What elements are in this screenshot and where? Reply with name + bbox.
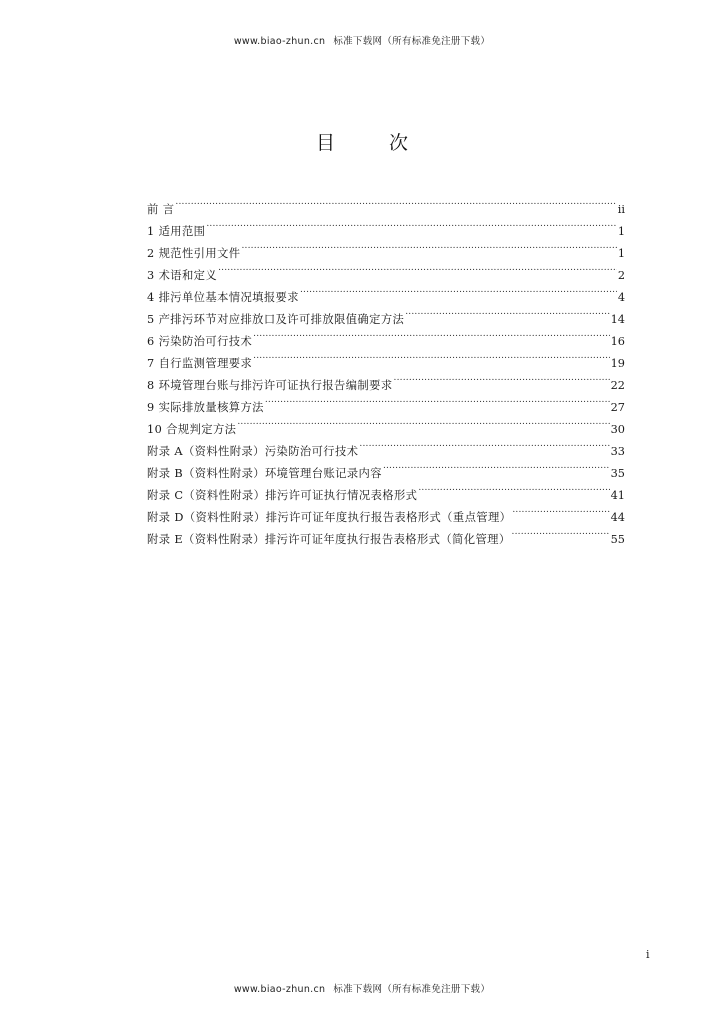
toc-entry-label: 10 合规判定方法 [147, 423, 237, 436]
toc-entry-label: 附录 A（资料性附录）污染防治可行技术 [147, 445, 359, 458]
dot-leader [253, 345, 609, 367]
toc-entry-label: 附录 B（资料性附录）环境管理台账记录内容 [147, 467, 382, 480]
toc-entry-page: 44 [610, 511, 625, 524]
toc-entry-label: 4 排污单位基本情况填报要求 [147, 291, 299, 304]
toc-title: 目 次 [315, 132, 433, 154]
toc-entry-page: 1 [617, 225, 625, 238]
toc-entry-label: 附录 D（资料性附录）排污许可证年度执行报告表格形式（重点管理） [147, 511, 512, 524]
dot-leader [218, 257, 617, 279]
dot-leader [394, 367, 610, 389]
toc-entry-label: 9 实际排放量核算方法 [147, 401, 264, 414]
table-of-contents [147, 191, 625, 546]
dot-leader [265, 389, 610, 411]
toc-entry-page: 30 [610, 423, 625, 436]
watermark-url[interactable]: www.biao-zhun.cn [233, 36, 326, 47]
toc-entry-page: 14 [610, 313, 625, 326]
dot-leader [253, 323, 609, 345]
toc-entry-page: 19 [610, 357, 625, 370]
dot-leader [405, 301, 609, 323]
toc-entry-page: 35 [610, 467, 625, 480]
toc-entry-page: 4 [617, 291, 625, 304]
watermark-text: 标准下载网（所有标准免注册下载） [333, 36, 491, 47]
toc-entry-normative-references[interactable] [147, 235, 625, 260]
toc-entry-label: 前 言 [147, 203, 175, 216]
toc-entry-label: 1 适用范围 [147, 225, 206, 238]
page-number: i [646, 948, 650, 961]
dot-leader [512, 521, 610, 543]
toc-entry-foreword[interactable] [147, 191, 625, 216]
dot-leader [175, 191, 616, 213]
toc-entry-label: 附录 C（资料性附录）排污许可证执行情况表格形式 [147, 489, 418, 502]
dot-leader [359, 433, 609, 455]
toc-entry-page: 2 [617, 269, 625, 282]
dot-leader [206, 213, 616, 235]
toc-entry-page: ii [617, 203, 625, 216]
toc-entry-page: 55 [610, 533, 625, 546]
dot-leader [300, 279, 617, 301]
toc-entry-label: 7 自行监测管理要求 [147, 357, 253, 370]
toc-entry-label: 5 产排污环节对应排放口及许可排放限值确定方法 [147, 313, 405, 326]
toc-entry-terms[interactable] [147, 257, 625, 282]
dot-leader [241, 235, 616, 257]
toc-entry-label: 8 环境管理台账与排污许可证执行报告编制要求 [147, 379, 393, 392]
header-watermark [0, 33, 724, 47]
toc-entry-label: 6 污染防治可行技术 [147, 335, 253, 348]
toc-entry-label: 2 规范性引用文件 [147, 247, 241, 260]
toc-entry-label: 附录 E（资料性附录）排污许可证年度执行报告表格形式（简化管理） [147, 533, 511, 546]
toc-entry-page: 33 [610, 445, 625, 458]
toc-entry-label: 3 术语和定义 [147, 269, 218, 282]
toc-entry-page: 1 [617, 247, 625, 260]
toc-entry-scope[interactable] [147, 213, 625, 238]
watermark-url[interactable]: www.biao-zhun.cn [233, 984, 326, 995]
dot-leader [418, 477, 609, 499]
footer-watermark [0, 981, 724, 995]
dot-leader [237, 411, 609, 433]
dot-leader [383, 455, 610, 477]
dot-leader [512, 499, 609, 521]
toc-entry-basic-info[interactable] [147, 279, 625, 304]
toc-entry-page: 22 [610, 379, 625, 392]
toc-entry-page: 27 [610, 401, 625, 414]
toc-entry-page: 16 [610, 335, 625, 348]
watermark-text: 标准下载网（所有标准免注册下载） [333, 984, 491, 995]
toc-entry-page: 41 [610, 489, 625, 502]
